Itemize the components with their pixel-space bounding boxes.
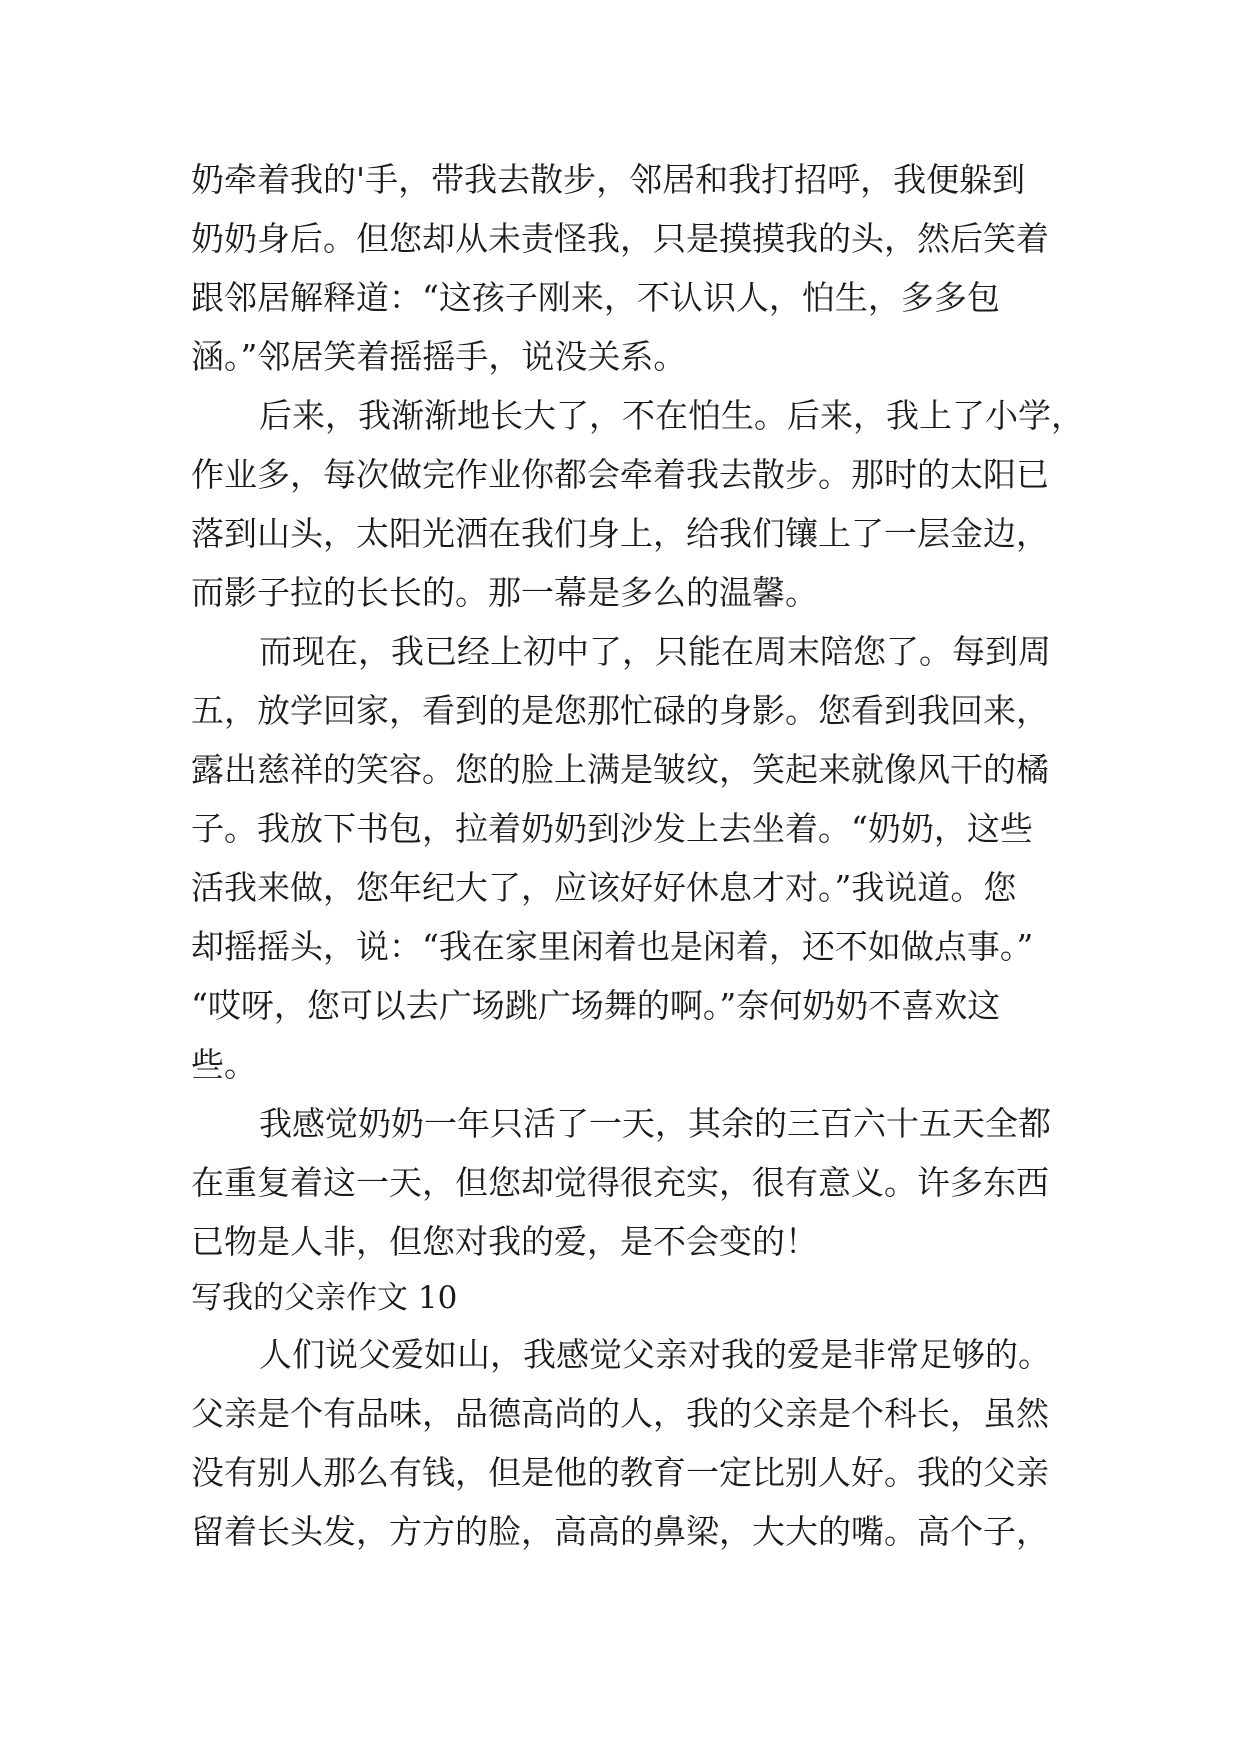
text-line: 而现在，我已经上初中了，只能在周末陪您了。每到周 xyxy=(259,632,1051,671)
text-line: 在重复着这一天，但您却觉得很充实，很有意义。许多东西 xyxy=(191,1163,1049,1202)
text-line: 人们说父爱如山，我感觉父亲对我的爱是非常足够的。 xyxy=(259,1335,1051,1374)
text-line: 却摇摇头，说：“我在家里闲着也是闲着，还不如做点事。” xyxy=(191,927,1034,966)
text-line: 我感觉奶奶一年只活了一天，其余的三百六十五天全都 xyxy=(259,1104,1051,1143)
text-line: 已物是人非，但您对我的爱，是不会变的！ xyxy=(191,1222,818,1261)
section-title: 写我的父亲作文 10 xyxy=(191,1280,458,1316)
text-line: 作业多，每次做完作业你都会牵着我去散步。那时的太阳已 xyxy=(191,455,1049,494)
text-line: 跟邻居解释道：“这孩子刚来，不认识人，怕生，多多包 xyxy=(191,278,1000,317)
text-line: 而影子拉的长长的。那一幕是多么的温馨。 xyxy=(191,573,818,612)
paragraph-5 xyxy=(191,1325,1071,1561)
paragraph-2 xyxy=(191,386,1084,622)
text-line: 些。 xyxy=(191,1045,257,1084)
text-line: 留着长头发，方方的脸，高高的鼻梁，大大的嘴。高个子， xyxy=(191,1512,1049,1551)
document-body xyxy=(191,150,1084,1561)
text-line: 奶奶身后。但您却从未责怪我，只是摸摸我的头，然后笑着 xyxy=(191,219,1049,258)
text-line: 没有别人那么有钱，但是他的教育一定比别人好。我的父亲 xyxy=(191,1453,1049,1492)
paragraph-4 xyxy=(191,1094,1071,1271)
text-line: 活我来做，您年纪大了，应该好好休息才对。”我说道。您 xyxy=(191,868,1017,907)
text-line: 五，放学回家，看到的是您那忙碌的身影。您看到我回来， xyxy=(191,691,1049,730)
paragraph-1 xyxy=(191,150,1071,386)
text-line: 后来，我渐渐地长大了，不在怕生。后来，我上了小学， xyxy=(259,396,1084,435)
text-line: 奶牵着我的'手，带我去散步，邻居和我打招呼，我便躲到 xyxy=(191,160,1026,199)
text-line: “哎呀，您可以去广场跳广场舞的啊。”奈何奶奶不喜欢这 xyxy=(191,986,1001,1025)
text-line: 涵。”邻居笑着摇摇手，说没关系。 xyxy=(191,337,687,376)
text-line: 露出慈祥的笑容。您的脸上满是皱纹，笑起来就像风干的橘 xyxy=(191,750,1049,789)
text-line: 子。我放下书包，拉着奶奶到沙发上去坐着。“奶奶，这些 xyxy=(191,809,1033,848)
text-line: 落到山头，太阳光洒在我们身上，给我们镶上了一层金边， xyxy=(191,514,1049,553)
text-line: 父亲是个有品味，品德高尚的人，我的父亲是个科长，虽然 xyxy=(191,1394,1049,1433)
paragraph-3 xyxy=(191,622,1071,1094)
